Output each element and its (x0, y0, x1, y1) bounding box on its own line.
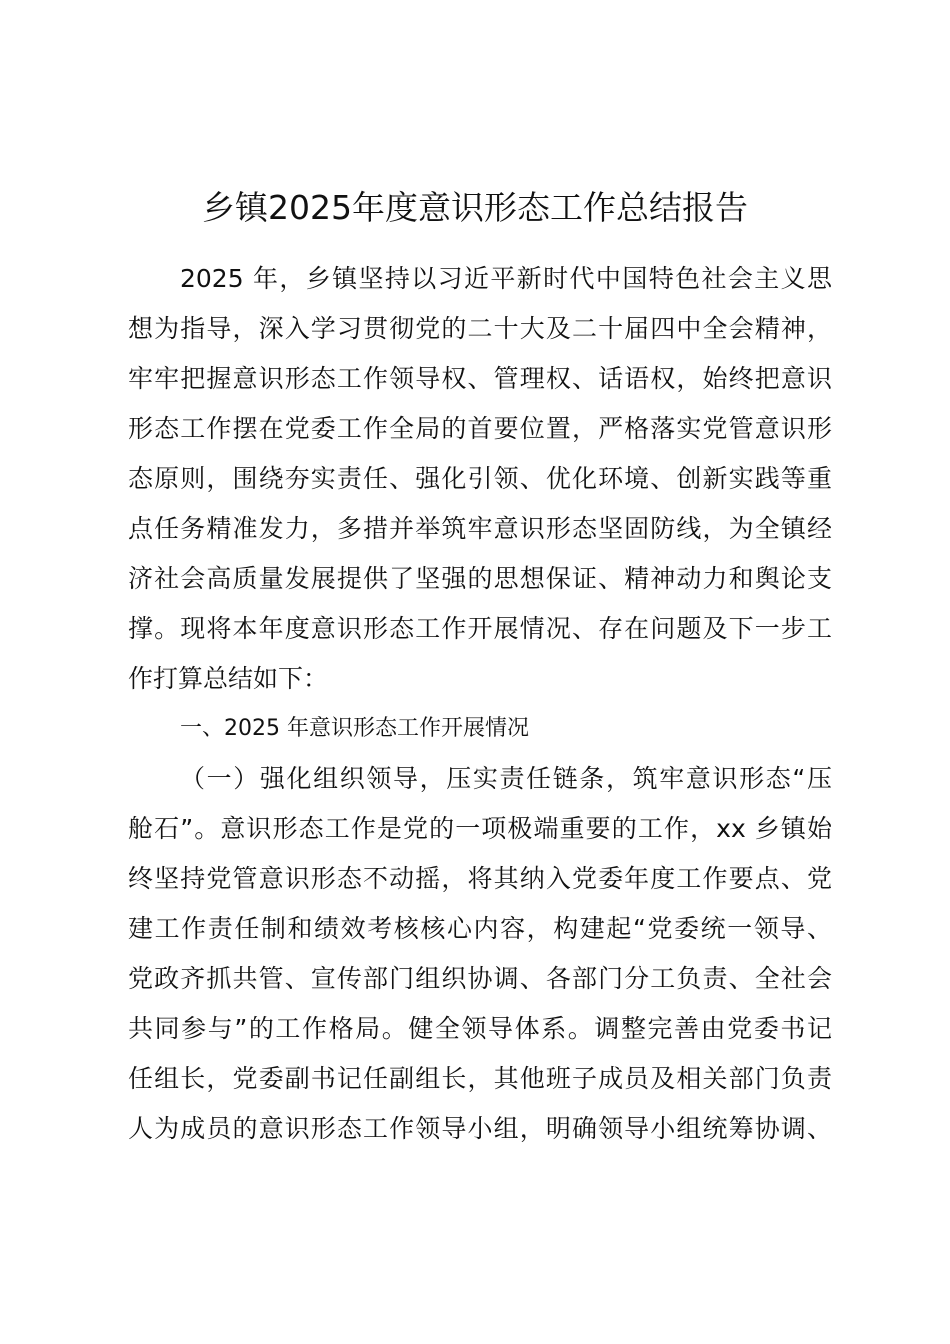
text-line: 形态工作摆在党委工作全局的首要位置，严格落实党管意识形 (128, 414, 832, 443)
text-line: 想为指导，深入学习贯彻党的二十大及二十届四中全会精神， (128, 314, 832, 343)
document-body (128, 254, 832, 1154)
text-line: 2025 年，乡镇坚持以习近平新时代中国特色社会主义思 (180, 264, 832, 293)
document-title: 乡镇2025年度意识形态工作总结报告 (202, 188, 748, 227)
text-line: 共同参与”的工作格局。健全领导体系。调整完善由党委书记 (128, 1014, 832, 1043)
text-line: （一）强化组织领导，压实责任链条，筑牢意识形态“压 (180, 764, 832, 793)
text-line: 人为成员的意识形态工作领导小组，明确领导小组统筹协调、 (128, 1114, 832, 1143)
section-heading: 一、2025 年意识形态工作开展情况 (180, 716, 529, 741)
text-line: 济社会高质量发展提供了坚强的思想保证、精神动力和舆论支 (128, 564, 832, 593)
text-line: 建工作责任制和绩效考核核心内容，构建起“党委统一领导、 (128, 914, 832, 943)
text-line: 党政齐抓共管、宣传部门组织协调、各部门分工负责、全社会 (128, 964, 832, 993)
text-line: 牢牢把握意识形态工作领导权、管理权、话语权，始终把意识 (128, 364, 832, 393)
text-line: 作打算总结如下： (128, 664, 329, 693)
text-line: 舱石”。意识形态工作是党的一项极端重要的工作，xx 乡镇始 (128, 814, 832, 843)
text-line: 态原则，围绕夯实责任、强化引领、优化环境、创新实践等重 (128, 464, 832, 493)
text-line: 撑。现将本年度意识形态工作开展情况、存在问题及下一步工 (128, 614, 832, 643)
text-line: 点任务精准发力，多措并举筑牢意识形态坚固防线，为全镇经 (128, 514, 832, 543)
text-line: 任组长，党委副书记任副组长，其他班子成员及相关部门负责 (128, 1064, 832, 1093)
text-line: 终坚持党管意识形态不动摇，将其纳入党委年度工作要点、党 (128, 864, 832, 893)
